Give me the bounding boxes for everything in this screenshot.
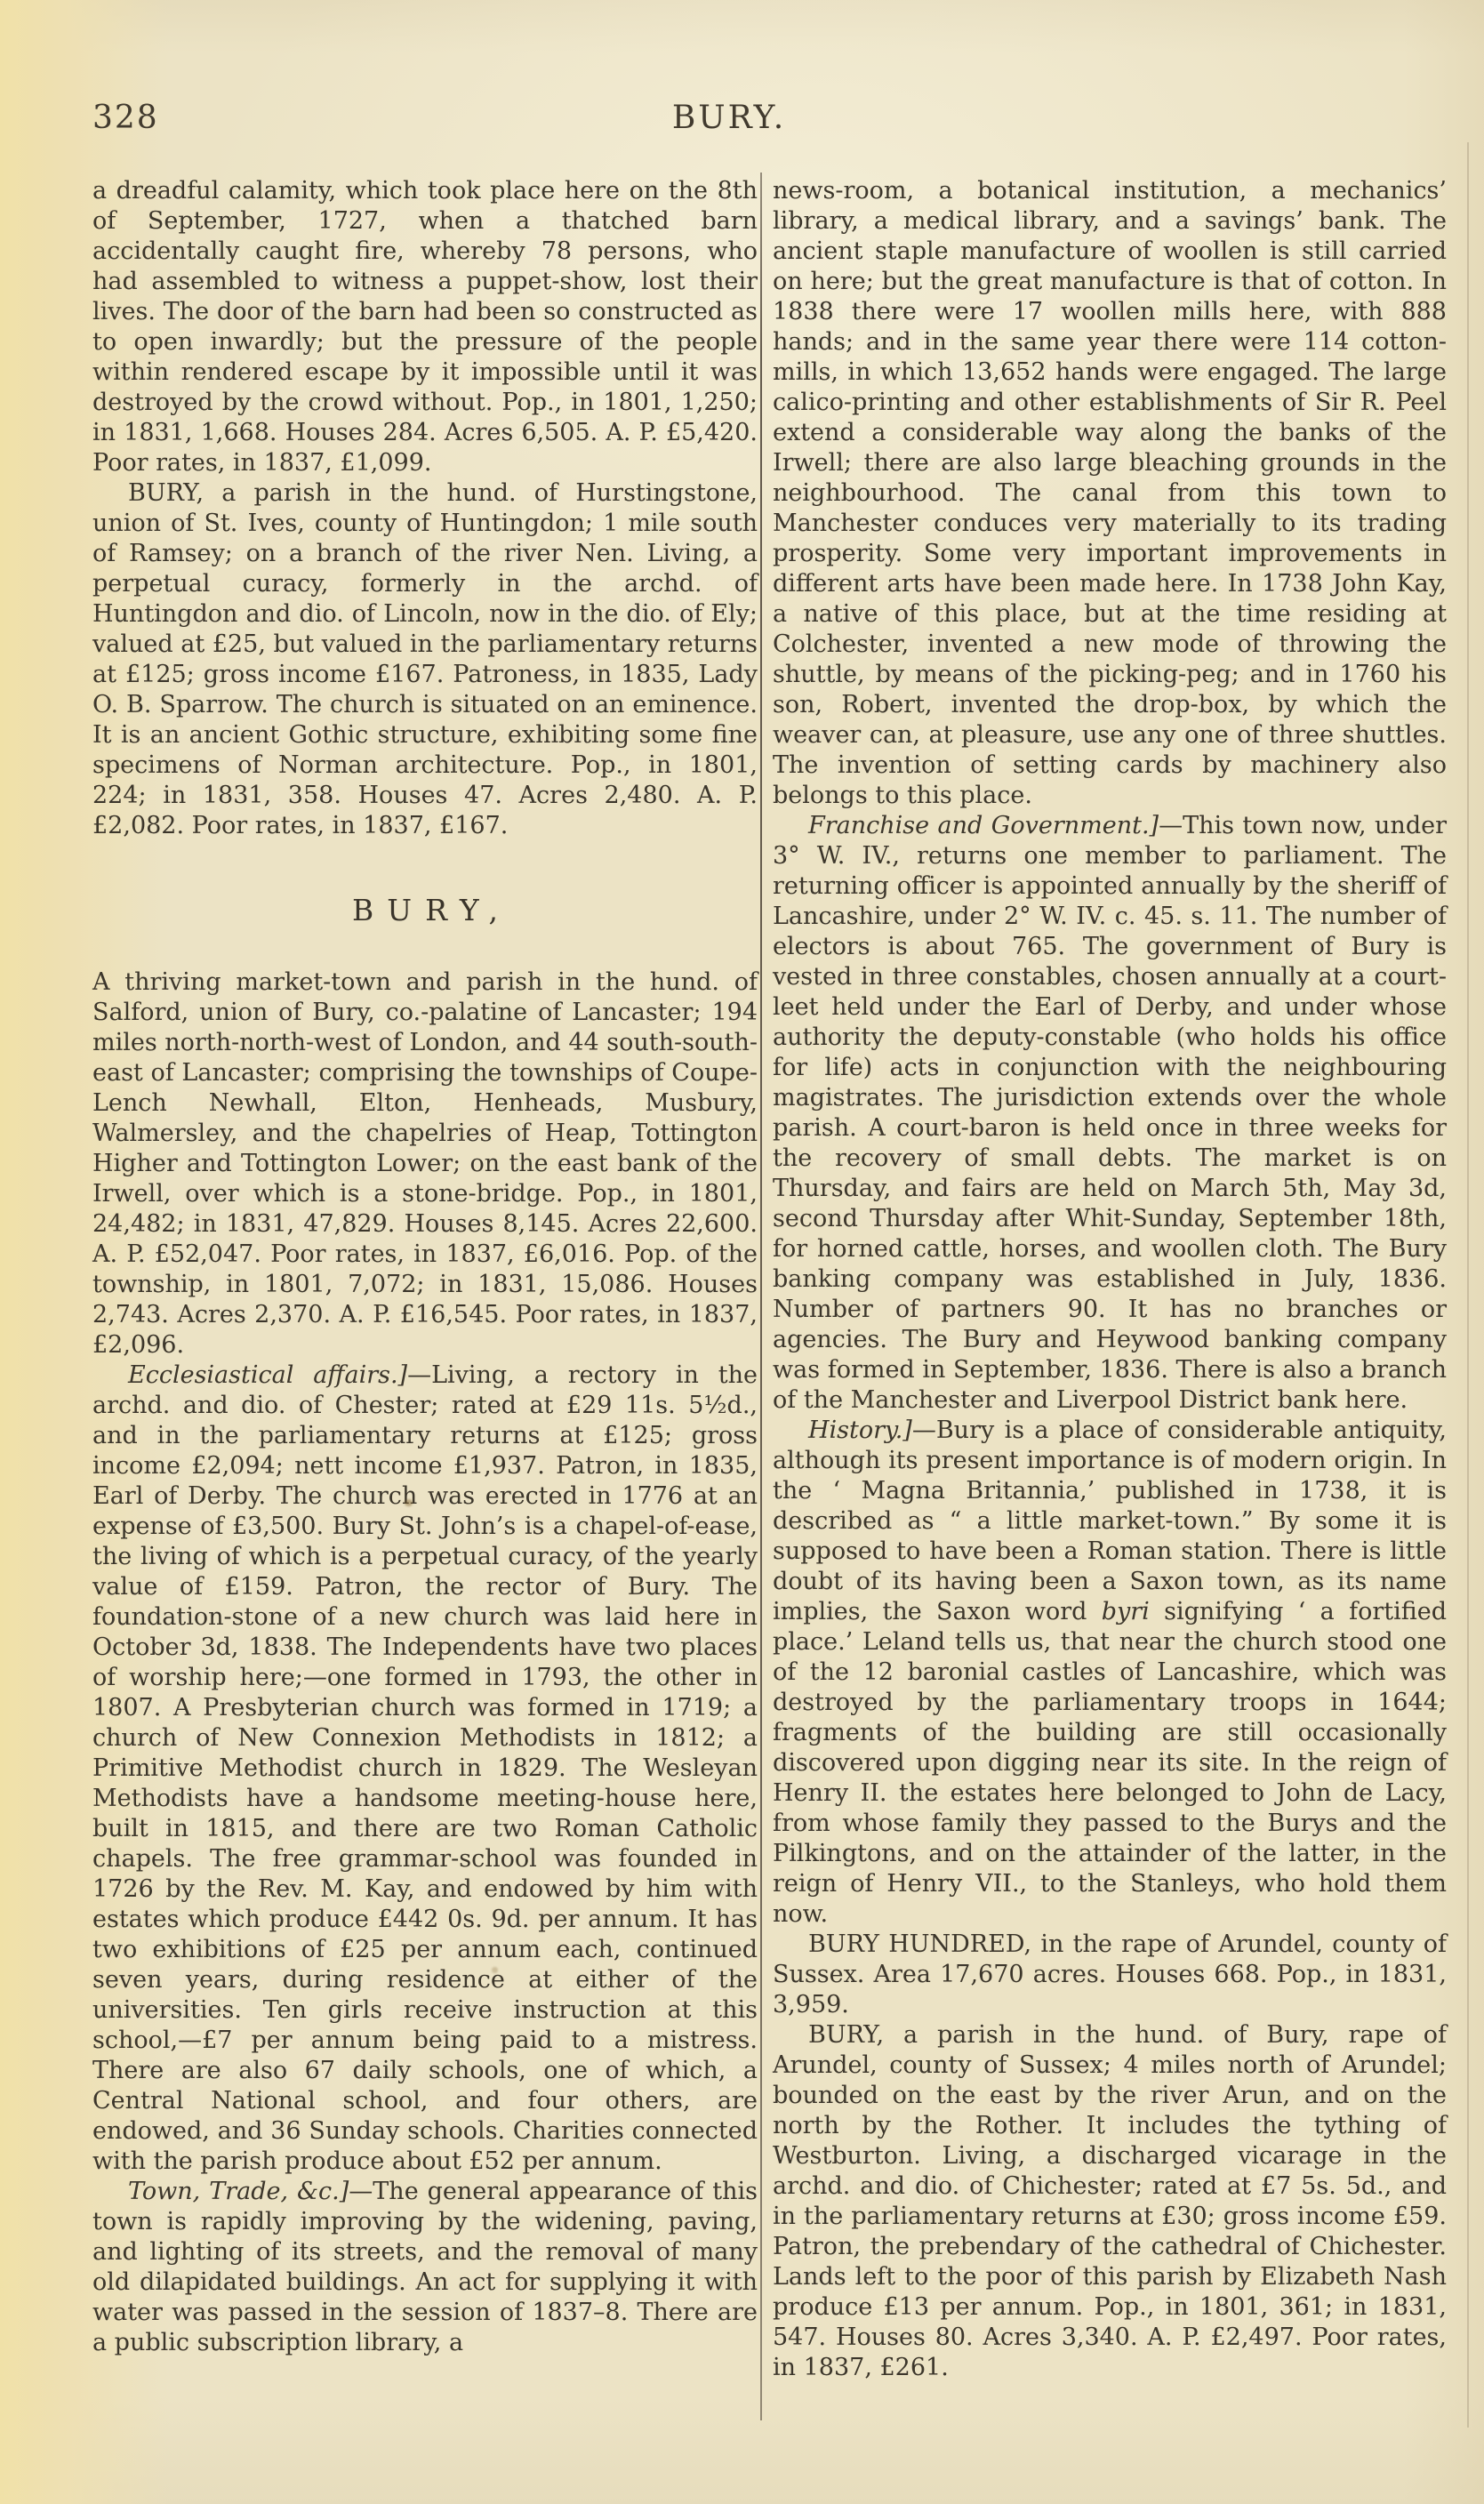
paragraph-text: news-room, a botanical institution, a mechanics’ library, a medical library, and a savings’ bank. The ancient staple manufacture of woollen is still carried on here; but the great manufacture is that of cotton. In 1838 there were 17 woollen mills here, with 888 hands; and in the same year there were 114 cotton-mills, in which 13,652 hands were engaged. The large calico-printing and other establishments of Sir R. Peel extend a considerable way along the banks of the Irwell; there are also large bleaching grounds in the neighbourhood. The canal from this town to Manchester conduces very materially to its trading prosperity. Some very important improvements in different arts have been made here. In 1738 John Kay, a native of this place, but at the time residing at Colchester, invented a new mode of throwing the shuttle, by means of the picking-peg; and in 1760 his son, Robert, invented the drop-box, by which the weaver can, at pleasure, use any one of three shuttles. The invention of setting cards by machinery also belongs to this place. — [773, 177, 1447, 809]
column-divider-rule — [760, 173, 762, 2420]
page-edge-line — [1467, 142, 1469, 2428]
section-lead-franchise: Franchise and Government.] — [808, 812, 1159, 839]
paper-speck — [405, 1499, 413, 1506]
paragraph-text: a dreadful calamity, which took place here on the 8th of September, 1727, when a thatched barn accidentally caught fire, whereby 78 persons, who had assembled to witness a puppet-show, lost their lives. The door of the barn had been so constructed as to open inwardly; but the pressure of the people within rendered escape by it impossible until it was destroyed by the crowd without. Pop., in 1801, 1,250; in 1831, 1,668. Houses 284. Acres 6,505. A. P. £5,420. Poor rates, in 1837, £1,099. — [92, 177, 758, 477]
paragraph-text: —Living, a rectory in the archd. and dio. of Chester; rated at £29 11s. 5½d., and in the parliamentary returns at £125; gross income £2,094; nett income £1,937. Patron, in 1835, Earl of Derby. The church was erected in 1776 at an expense of £3,500. Bury St. John’s is a chapel-of-ease, the living of which is a perpetual curacy, of the yearly value of £159. Patron, the rector of Bury. The foundation-stone of a new church was laid here in October 3d, 1838. The Independents have two places of worship here;—one formed in 1793, the other in 1807. A Presbyterian church was formed in 1719; a church of New Connexion Methodists in 1812; a Primitive Methodist church in 1829. The Wesleyan Methodists have a handsome meeting-house here, built in 1815, and there are two Roman Catholic chapels. The free grammar-school was founded in 1726 by the Rev. M. Kay, and endowed by him with estates which produce £442 0s. 9d. per annum. It has two exhibitions of £25 per annum each, continued seven years, during residence at either of the universities. Ten girls receive instruction at this school,—£7 per annum being paid to a mistress. There are also 67 daily schools, one of which, a Central National school, and four others, are endowed, and 36 Sunday schools. Charities connected with the parish produce about £52 per annum. — [92, 1361, 758, 2175]
paragraph-continuation — [773, 176, 1447, 811]
paragraph-ecclesiastical-affairs — [92, 1360, 758, 2177]
section-lead-ecclesiastical: Ecclesiastical affairs.] — [128, 1361, 408, 1389]
paragraph-bury-hundred — [773, 1930, 1447, 2020]
right-column — [773, 176, 1447, 2383]
paragraph-franchise-government — [773, 811, 1447, 1416]
left-column — [92, 176, 758, 2358]
paragraph-text: signifying ‘ a fortified place.’ Leland tells us, that near the church stood one of the 12 baronial castles of Lancashire, which was destroyed by the parliamentary troops in 1644; fragments of the building are still occasionally discovered upon digging near its site. In the reign of Henry II. the estates here belonged to John de Lacy, from whose family they passed to the Burys and the Pilkingtons, and on the attainder of the latter, in the reign of Henry VII., to the Stanleys, who hold them now. — [773, 1598, 1447, 1928]
paragraph-town-trade — [92, 2177, 758, 2358]
paragraph-text: A thriving market-town and parish in the hund. of Salford, union of Bury, co.-palatine of Lancaster; 194 miles north-north-west of London, and 44 south-south-east of Lancaster; comprising the townships of Coupe-Lench Newhall, Elton, Henheads, Musbury, Walmersley, and the chapelries of Heap, Tottington Higher and Tottington Lower; on the east bank of the Irwell, over which is a stone-bridge. Pop., in 1801, 24,482; in 1831, 47,829. Houses 8,145. Acres 22,600. A. P. £52,047. Poor rates, in 1837, £6,016. Pop. of the township, in 1801, 7,072; in 1831, 15,086. Houses 2,743. Acres 2,370. A. P. £16,545. Poor rates, in 1837, £2,096. — [92, 968, 758, 1359]
paragraph-text: BURY, a parish in the hund. of Bury, rape of Arundel, county of Sussex; 4 miles north of Arundel; bounded on the east by the river Arun, and on the north by the Rother. It includes the tything of Westburton. Living, a discharged vicarage in the archd. and dio. of Chichester; rated at £7 5s. 5d., and in the parliamentary returns at £30; gross income £59. Patron, the prebendary of the cathedral of Chichester. Lands left to the poor of this parish by Elizabeth Nash produce £13 per annum. Pop., in 1801, 361; in 1831, 547. Houses 80. Acres 3,340. A. P. £2,497. Poor rates, in 1837, £261. — [773, 2021, 1447, 2381]
section-lead-town-trade: Town, Trade, &c.] — [128, 2178, 349, 2205]
paragraph-text: —This town now, under 3° W. IV., returns one member to parliament. The returning officer is appointed annually by the sheriff of Lancashire, under 2° W. IV. c. 45. s. 11. The number of electors is about 765. The government of Bury is vested in three constables, chosen annually at a court-leet held under the Earl of Derby, and under whose authority the deputy-constable (who holds his office for life) acts in conjunction with the neighbouring magistrates. The jurisdiction extends over the whole parish. A court-baron is held once in three weeks for the recovery of small debts. The market is on Thursday, and fairs are held on March 5th, May 3d, second Thursday after Whit-Sunday, September 18th, for horned cattle, horses, and woollen cloth. The Bury banking company was established in July, 1836. Number of partners 90. It has no branches or agencies. The Bury and Heywood banking company was formed in September, 1836. There is also a branch of the Manchester and Liverpool District bank here. — [773, 812, 1447, 1414]
section-lead-history: History.] — [808, 1417, 912, 1444]
page-header — [0, 100, 1484, 144]
paragraph-text: —The general appearance of this town is rapidly improving by the widening, paving, and lighting of its streets, and the removal of many old dilapidated buildings. An act for supplying it with water was passed in the session of 1837–8. There are a public subscription library, a — [92, 2178, 758, 2356]
paragraph-text: —Bury is a place of considerable antiquity, although its present importance is of modern origin. In the ‘ Magna Britannia,’ published in 1738, it is described as “ a little market-town.” By some it is supposed to have been a Roman station. There is little doubt of its having been a Saxon town, as its name implies, the Saxon word — [773, 1417, 1447, 1625]
paper-speck — [1103, 1034, 1108, 1039]
paragraph-text: BURY, a parish in the hund. of Hurstingstone, union of St. Ives, county of Huntingdon; 1 mile south of Ramsey; on a branch of the river Nen. Living, a perpetual curacy, formerly in the archd. of Huntingdon and dio. of Lincoln, now in the dio. of Ely; valued at £25, but valued in the parliamentary returns at £125; gross income £167. Patroness, in 1835, Lady O. B. Sparrow. The church is situated on an eminence. It is an ancient Gothic structure, exhibiting some fine specimens of Norman architecture. Pop., in 1801, 224; in 1831, 358. Houses 47. Acres 2,480. A. P. £2,082. Poor rates, in 1837, £167. — [92, 479, 758, 839]
paragraph-continuation — [92, 176, 758, 478]
page-number: 328 — [92, 100, 159, 136]
paragraph-history — [773, 1416, 1447, 1930]
running-title: BURY. — [671, 100, 787, 136]
paragraph-bury-huntingdon — [92, 478, 758, 841]
paragraph-bury-lancashire — [92, 967, 758, 1360]
italic-word-byri: byri — [1101, 1598, 1150, 1625]
paper-speck — [492, 1967, 498, 1973]
entry-heading-bury: BURY, — [352, 893, 511, 927]
paragraph-text: BURY HUNDRED, in the rape of Arundel, county of Sussex. Area 17,670 acres. Houses 668. Pop., in 1831, 3,959. — [773, 1930, 1447, 2018]
paragraph-bury-sussex — [773, 2020, 1447, 2383]
